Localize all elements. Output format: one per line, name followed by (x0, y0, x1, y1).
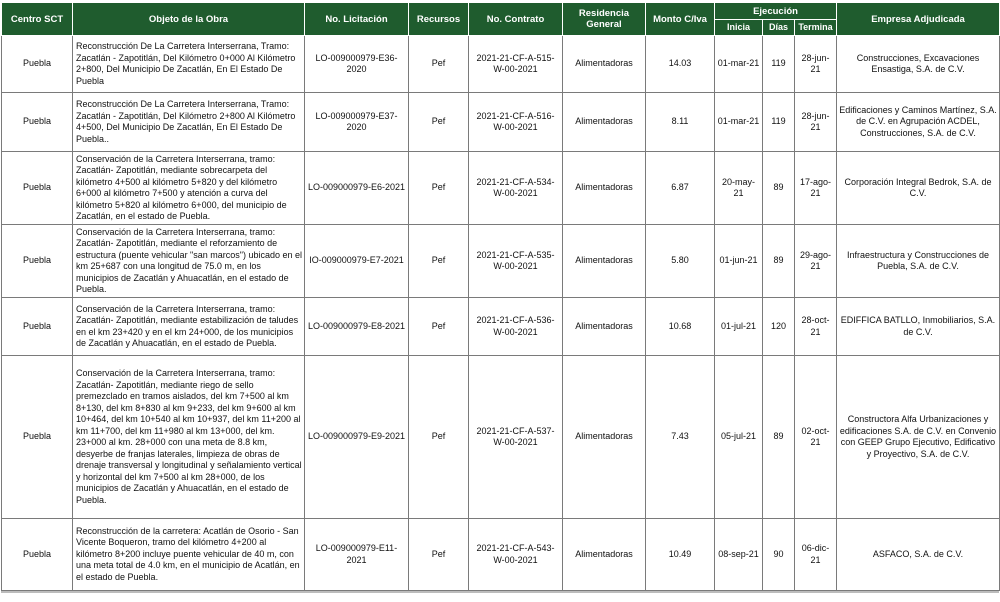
header-dias: Días (763, 20, 795, 36)
header-recursos: Recursos (409, 3, 469, 36)
cell-objeto: Conservación de la Carretera Interserrana, tramo: Zacatlán- Zapotitlán, mediante el reforzamiento de estructura (puente vehicular "san marcos") ubicado en el km 25+687 con una longitud de 75.0 m, en los municipios de Zacatlán y Ahuacatlán, en el estado de Puebla. (73, 225, 305, 298)
cell-dias: 89 (763, 356, 795, 519)
cell-recursos: Pef (409, 225, 469, 298)
cell-dias: 89 (763, 225, 795, 298)
cell-termina: 28-jun-21 (795, 36, 837, 93)
cell-dias: 120 (763, 298, 795, 356)
cell-licitacion: LO-009000979-E9-2021 (305, 356, 409, 519)
cell-objeto: Conservación de la Carretera Interserrana, tramo: Zacatlán- Zapotitlán, mediante riego de sello premezclado en tramos aislados, del km 7+500 al km 8+130, del km 8+830 al km 9+233, del km 9+600 al km 10+464, del km 10+540 al km 10+937, del km 11+200 al km 11+700, del km 11+980 al km 13+000, del km. 23+000 al km. 28+000 con una meta de 8.8 km, desyerbe de franjas laterales, limpieza de obras de drenaje transversal y longitudinal y señalamiento vertical y horizontal del km 7+500 al km 28+000, de los municipios de Zacatlán y Ahuacatlán, en el estado de Puebla. (73, 356, 305, 519)
cell-centro: Puebla (2, 93, 73, 152)
table-row (2, 298, 1000, 356)
header-ejecucion: Ejecución (715, 3, 837, 20)
cell-contrato: 2021-21-CF-A-543-W-00-2021 (469, 519, 563, 591)
cell-objeto: Conservación de la Carretera Interserrana, tramo: Zacatlán- Zapotitlán, mediante estabilización de taludes en el km 23+420 y en el km 24+000, de los municipios de Zacatlán y Ahuacatlán, en el estado de Puebla. (73, 298, 305, 356)
cell-empresa: Edificaciones y Caminos Martínez, S.A. de C.V. en Agrupación ACDEL, Construcciones, S.A. de C.V. (837, 93, 1000, 152)
header-termina: Termina (795, 20, 837, 36)
header-residencia-general: Residencia General (563, 3, 646, 36)
cell-monto: 8.11 (646, 93, 715, 152)
cell-contrato: 2021-21-CF-A-535-W-00-2021 (469, 225, 563, 298)
cell-empresa: ASFACO, S.A. de C.V. (837, 519, 1000, 591)
cell-monto: 10.49 (646, 519, 715, 591)
cell-objeto: Reconstrucción De La Carretera Interserrana, Tramo: Zacatlán - Zapotitlán, Del Kilómetro 0+000 Al Kilómetro 2+800, Del Municipio De Zacatlán, En El Estado De Puebla (73, 36, 305, 93)
cell-licitacion: IO-009000979-E7-2021 (305, 225, 409, 298)
cell-empresa: Construcciones, Excavaciones Ensastiga, S.A. de C.V. (837, 36, 1000, 93)
header-no-licitacion: No. Licitación (305, 3, 409, 36)
obras-table (1, 2, 1000, 591)
table-row (2, 225, 1000, 298)
cell-objeto: Reconstrucción De La Carretera Interserrana, Tramo: Zacatlán - Zapotitlán, Del Kilómetro 2+800 Al Kilómetro 4+500, Del Municipio De Zacatlán, En El Estado De Puebla.. (73, 93, 305, 152)
cell-recursos: Pef (409, 93, 469, 152)
cell-empresa: Infraestructura y Construcciones de Puebla, S.A. de C.V. (837, 225, 1000, 298)
cell-residencia: Alimentadoras (563, 93, 646, 152)
table-row (2, 36, 1000, 93)
cell-recursos: Pef (409, 519, 469, 591)
cell-monto: 7.43 (646, 356, 715, 519)
cell-inicia: 01-mar-21 (715, 36, 763, 93)
cell-termina: 17-ago-21 (795, 152, 837, 225)
cell-termina: 28-jun-21 (795, 93, 837, 152)
header-centro-sct: Centro SCT (2, 3, 73, 36)
cell-inicia: 05-jul-21 (715, 356, 763, 519)
cell-centro: Puebla (2, 152, 73, 225)
cell-licitacion: LO-009000979-E36-2020 (305, 36, 409, 93)
header-objeto-obra: Objeto de la Obra (73, 3, 305, 36)
cell-inicia: 01-jun-21 (715, 225, 763, 298)
cell-contrato: 2021-21-CF-A-537-W-00-2021 (469, 356, 563, 519)
cell-contrato: 2021-21-CF-A-516-W-00-2021 (469, 93, 563, 152)
cell-inicia: 20-may-21 (715, 152, 763, 225)
cell-termina: 06-dic-21 (795, 519, 837, 591)
cell-dias: 119 (763, 93, 795, 152)
header-monto: Monto C/Iva (646, 3, 715, 36)
cell-centro: Puebla (2, 356, 73, 519)
table-row (2, 519, 1000, 591)
header-no-contrato: No. Contrato (469, 3, 563, 36)
cell-recursos: Pef (409, 36, 469, 93)
cell-objeto: Reconstrucción de la carretera: Acatlán de Osorio - San Vicente Boqueron, tramo del kilómetro 4+200 al kilómetro 8+200 incluye puente vehicular de 40 m, con una meta total de 4.0 km, en el municipio de Acatlán, en el estado de Puebla. (73, 519, 305, 591)
header-empresa-adjudicada: Empresa Adjudicada (837, 3, 1000, 36)
cell-monto: 5.80 (646, 225, 715, 298)
cell-dias: 119 (763, 36, 795, 93)
cell-contrato: 2021-21-CF-A-515-W-00-2021 (469, 36, 563, 93)
cell-inicia: 08-sep-21 (715, 519, 763, 591)
cell-contrato: 2021-21-CF-A-534-W-00-2021 (469, 152, 563, 225)
table-row (2, 356, 1000, 519)
cell-licitacion: LO-009000979-E11-2021 (305, 519, 409, 591)
table-row (2, 152, 1000, 225)
cell-inicia: 01-mar-21 (715, 93, 763, 152)
cell-empresa: EDIFFICA BATLLO, Inmobiliarios, S.A. de C.V. (837, 298, 1000, 356)
cell-licitacion: LO-009000979-E8-2021 (305, 298, 409, 356)
cell-empresa: Constructora Alfa Urbanizaciones y edificaciones S.A. de C.V. en Convenio con GEEP Grupo Ejecutivo, Edificativo y Proyectivo, S.A. de C.V. (837, 356, 1000, 519)
cell-termina: 28-oct-21 (795, 298, 837, 356)
cell-centro: Puebla (2, 225, 73, 298)
cell-dias: 89 (763, 152, 795, 225)
bottom-divider (1, 591, 999, 593)
cell-residencia: Alimentadoras (563, 36, 646, 93)
cell-recursos: Pef (409, 152, 469, 225)
cell-residencia: Alimentadoras (563, 356, 646, 519)
cell-objeto: Conservación de la Carretera Interserrana, tramo: Zacatlán- Zapotitlán, mediante sobrecarpeta del kilómetro 4+500 al kilómetro 5+820 y del kilómetro 6+000 al kilómetro 7+500 y atención a curva del kilómetro 5+820 al kilómetro 6+000, del municipio de Zacatlán, en el estado de Puebla. (73, 152, 305, 225)
cell-residencia: Alimentadoras (563, 152, 646, 225)
cell-residencia: Alimentadoras (563, 225, 646, 298)
cell-recursos: Pef (409, 356, 469, 519)
cell-licitacion: LO-009000979-E37-2020 (305, 93, 409, 152)
cell-termina: 29-ago-21 (795, 225, 837, 298)
cell-dias: 90 (763, 519, 795, 591)
cell-centro: Puebla (2, 519, 73, 591)
cell-licitacion: LO-009000979-E6-2021 (305, 152, 409, 225)
cell-monto: 14.03 (646, 36, 715, 93)
cell-empresa: Corporación Integral Bedrok, S.A. de C.V. (837, 152, 1000, 225)
cell-residencia: Alimentadoras (563, 519, 646, 591)
cell-monto: 10.68 (646, 298, 715, 356)
cell-centro: Puebla (2, 298, 73, 356)
header-inicia: Inicia (715, 20, 763, 36)
cell-termina: 02-oct-21 (795, 356, 837, 519)
cell-residencia: Alimentadoras (563, 298, 646, 356)
cell-recursos: Pef (409, 298, 469, 356)
cell-centro: Puebla (2, 36, 73, 93)
table-row (2, 93, 1000, 152)
cell-inicia: 01-jul-21 (715, 298, 763, 356)
cell-monto: 6.87 (646, 152, 715, 225)
cell-contrato: 2021-21-CF-A-536-W-00-2021 (469, 298, 563, 356)
